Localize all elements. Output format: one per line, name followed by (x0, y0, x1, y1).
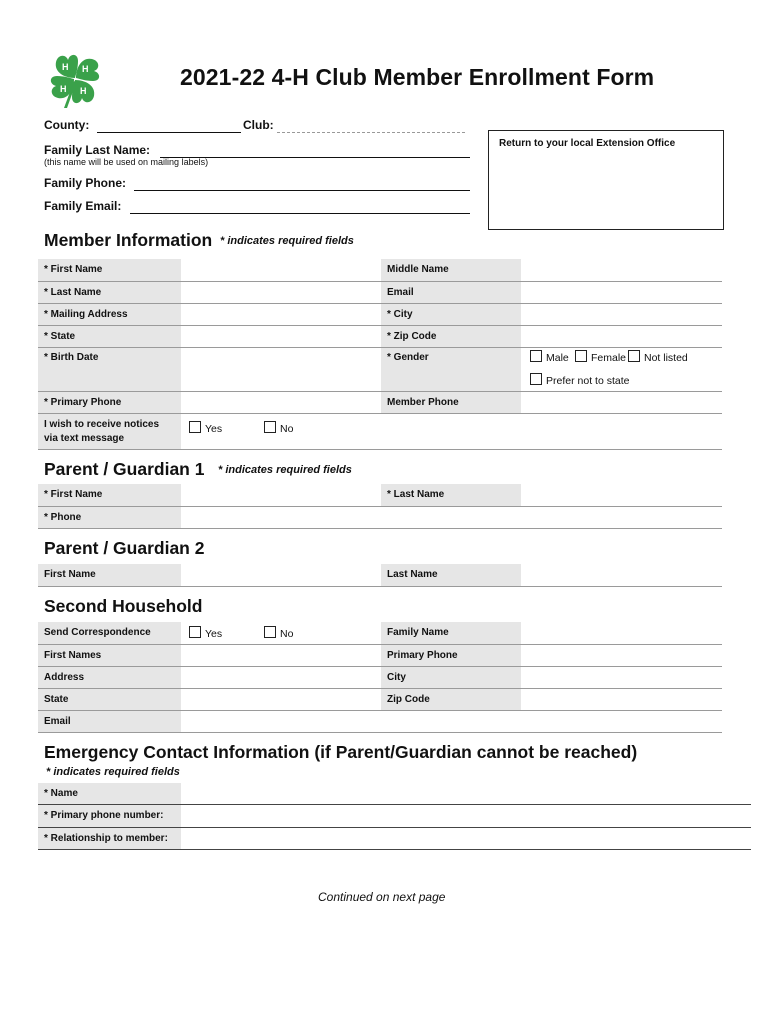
address-label: Address (38, 667, 181, 688)
parent1-phone-input[interactable] (181, 507, 722, 528)
second-primary-phone-input[interactable] (521, 645, 722, 666)
emergency-heading: Emergency Contact Information (if Parent/Guardian cannot be reached) (44, 742, 638, 762)
club-input[interactable] (277, 118, 465, 133)
send-correspondence-label: Send Correspondence (38, 622, 181, 644)
gender-female-option[interactable] (575, 350, 626, 364)
gender-male-option[interactable] (530, 350, 569, 364)
zip-input[interactable] (521, 326, 722, 347)
second-email-label: Email (38, 711, 181, 732)
address-input[interactable] (181, 667, 379, 688)
parent1-required-note: * indicates required fields (218, 464, 352, 476)
first-name-input[interactable] (181, 259, 379, 281)
family-email-label: Family Email: (44, 199, 122, 213)
county-label: County: (44, 118, 90, 132)
yes-label: Yes (205, 628, 223, 640)
mailing-address-label: * Mailing Address (38, 304, 181, 325)
male-label: Male (546, 352, 569, 364)
yes-checkbox[interactable] (189, 626, 201, 638)
family-name-label: Family Name (381, 622, 521, 644)
parent2-last-name-label: Last Name (381, 564, 521, 586)
text-notices-yes-option[interactable] (189, 421, 222, 435)
parent2-heading: Parent / Guardian 2 (44, 538, 205, 558)
gender-prefer-not-option[interactable] (530, 373, 629, 387)
yes-label: Yes (205, 423, 223, 435)
member-phone-input[interactable] (521, 392, 722, 413)
city-input[interactable] (521, 304, 722, 325)
row-divider (38, 449, 722, 450)
city-label: * City (381, 304, 521, 325)
prefer-not-label: Prefer not to state (546, 375, 630, 387)
correspondence-no-option[interactable] (264, 626, 293, 640)
gender-label: * Gender (381, 348, 521, 391)
parent1-last-name-label: * Last Name (381, 484, 521, 506)
row-divider (38, 586, 722, 587)
second-email-input[interactable] (181, 711, 722, 732)
email-input[interactable] (521, 282, 722, 303)
family-last-name-note: (this name will be used on mailing labels) (44, 157, 209, 167)
female-checkbox[interactable] (575, 350, 587, 362)
second-city-input[interactable] (521, 667, 722, 688)
family-last-name-input[interactable] (160, 143, 470, 158)
yes-checkbox[interactable] (189, 421, 201, 433)
state-input[interactable] (181, 326, 379, 347)
first-names-label: First Names (38, 645, 181, 666)
second-zip-label: Zip Code (381, 689, 521, 710)
emergency-phone-label: * Primary phone number: (38, 805, 181, 827)
continued-note: Continued on next page (318, 890, 446, 904)
zip-label: * Zip Code (381, 326, 521, 347)
last-name-input[interactable] (181, 282, 379, 303)
parent1-heading: Parent / Guardian 1 (44, 459, 205, 479)
club-label: Club: (243, 118, 274, 132)
no-checkbox[interactable] (264, 626, 276, 638)
return-box (488, 130, 724, 230)
middle-name-label: Middle Name (381, 259, 521, 281)
parent1-first-name-label: * First Name (38, 484, 181, 506)
no-label: No (280, 423, 294, 435)
family-name-input[interactable] (521, 622, 722, 644)
emergency-relationship-input[interactable] (181, 828, 751, 849)
not-listed-checkbox[interactable] (628, 350, 640, 362)
second-city-label: City (381, 667, 521, 688)
family-last-name-label: Family Last Name: (44, 143, 151, 157)
second-state-label: State (38, 689, 181, 710)
row-divider (38, 849, 751, 850)
gender-not-listed-option[interactable] (628, 350, 688, 364)
row-divider (38, 732, 722, 733)
mailing-address-input[interactable] (181, 304, 379, 325)
family-phone-input[interactable] (134, 176, 470, 191)
emergency-relationship-label: * Relationship to member: (38, 828, 181, 849)
prefer-not-checkbox[interactable] (530, 373, 542, 385)
text-notices-label (38, 414, 181, 449)
not-listed-label: Not listed (644, 352, 688, 364)
parent2-first-name-input[interactable] (181, 564, 379, 586)
member-info-heading: Member Information (44, 230, 213, 250)
svg-text:H: H (80, 86, 87, 96)
parent1-last-name-input[interactable] (521, 484, 722, 506)
second-primary-phone-label: Primary Phone (381, 645, 521, 666)
row-divider (38, 528, 722, 529)
last-name-label: * Last Name (38, 282, 181, 303)
state-label: * State (38, 326, 181, 347)
text-notices-no-option[interactable] (264, 421, 293, 435)
emergency-name-input[interactable] (181, 783, 751, 804)
form-title: 2021-22 4-H Club Member Enrollment Form (180, 64, 655, 90)
no-label: No (280, 628, 294, 640)
male-checkbox[interactable] (530, 350, 542, 362)
text-notices-line2: via text message (44, 433, 125, 444)
text-notices-line1: I wish to receive notices (44, 419, 160, 430)
emergency-name-label: * Name (38, 783, 181, 804)
svg-text:H: H (62, 62, 69, 72)
female-label: Female (591, 352, 627, 364)
return-box-text: Return to your local Extension Office (499, 138, 676, 149)
family-email-input[interactable] (130, 199, 470, 214)
family-phone-label: Family Phone: (44, 176, 127, 190)
svg-text:H: H (82, 64, 89, 74)
first-names-input[interactable] (181, 645, 379, 666)
primary-phone-input[interactable] (181, 392, 379, 413)
emergency-required-note: * indicates required fields (46, 766, 180, 778)
parent1-phone-label: * Phone (38, 507, 181, 528)
member-phone-label: Member Phone (381, 392, 521, 413)
emergency-phone-input[interactable] (181, 805, 751, 827)
clover-logo (44, 48, 106, 110)
email-label: Email (381, 282, 521, 303)
first-name-label: * First Name (38, 259, 181, 281)
second-zip-input[interactable] (521, 689, 722, 710)
primary-phone-label: * Primary Phone (38, 392, 181, 413)
parent2-first-name-label: First Name (38, 564, 181, 586)
correspondence-yes-option[interactable] (189, 626, 222, 640)
second-household-heading: Second Household (44, 596, 203, 616)
birth-date-label: * Birth Date (38, 348, 181, 391)
no-checkbox[interactable] (264, 421, 276, 433)
second-state-input[interactable] (181, 689, 379, 710)
parent2-last-name-input[interactable] (521, 564, 722, 586)
parent1-first-name-input[interactable] (181, 484, 379, 506)
middle-name-input[interactable] (521, 259, 722, 281)
svg-text:H: H (60, 84, 67, 94)
member-required-note: * indicates required fields (220, 235, 354, 247)
county-input[interactable] (97, 118, 241, 133)
birth-date-input[interactable] (181, 348, 379, 391)
